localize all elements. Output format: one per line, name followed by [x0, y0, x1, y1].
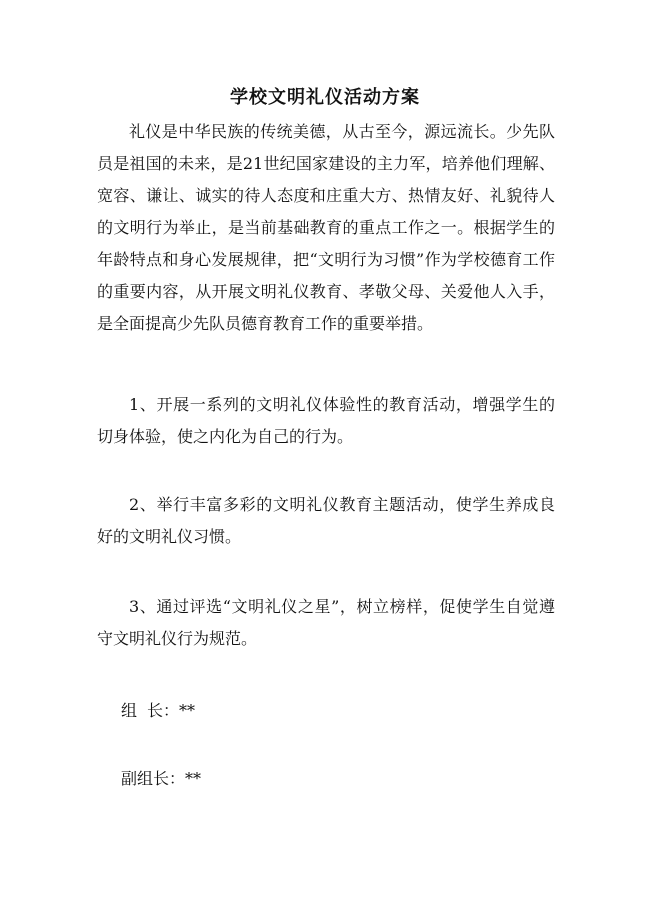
list-item: 3、通过评选“文明礼仪之星”，树立榜样，促使学生自觉遵守文明礼仪行为规范。 — [97, 597, 555, 648]
deputy-leader-value: ** — [185, 769, 202, 788]
document-title: 学校文明礼仪活动方案 — [230, 87, 420, 108]
deputy-leader-line — [121, 767, 201, 791]
team-leader-label-2: 长： — [147, 701, 180, 720]
team-leader-value: ** — [179, 701, 196, 720]
list-item: 1、开展一系列的文明礼仪体验性的教育活动，增强学生的切身体验，使之内化为自己的行为。 — [97, 395, 555, 446]
team-leader-line — [121, 699, 195, 723]
intro-paragraph: 礼仪是中华民族的传统美德，从古至今，源远流长。少先队员是祖国的未来，是21世纪国家建设的主力军，培养他们理解、宽容、谦让、诚实的待人态度和庄重大方、热情友好、礼貌待人的文明行为举止，是当前基础教育的重点工作之一。根据学生的年龄特点和身心发展规律，把“文明行为习惯”作为学校德育工作的重要内容，从开展文明礼仪教育、孝敬父母、关爱他人入手，是全面提高少先队员德育教育工作的重要举措。 — [97, 122, 555, 333]
deputy-leader-label: 副组长： — [121, 769, 186, 788]
team-leader-label-1: 组 — [121, 701, 138, 720]
list-item: 2、举行丰富多彩的文明礼仪教育主题活动，使学生养成良好的文明礼仪习惯。 — [97, 495, 555, 546]
